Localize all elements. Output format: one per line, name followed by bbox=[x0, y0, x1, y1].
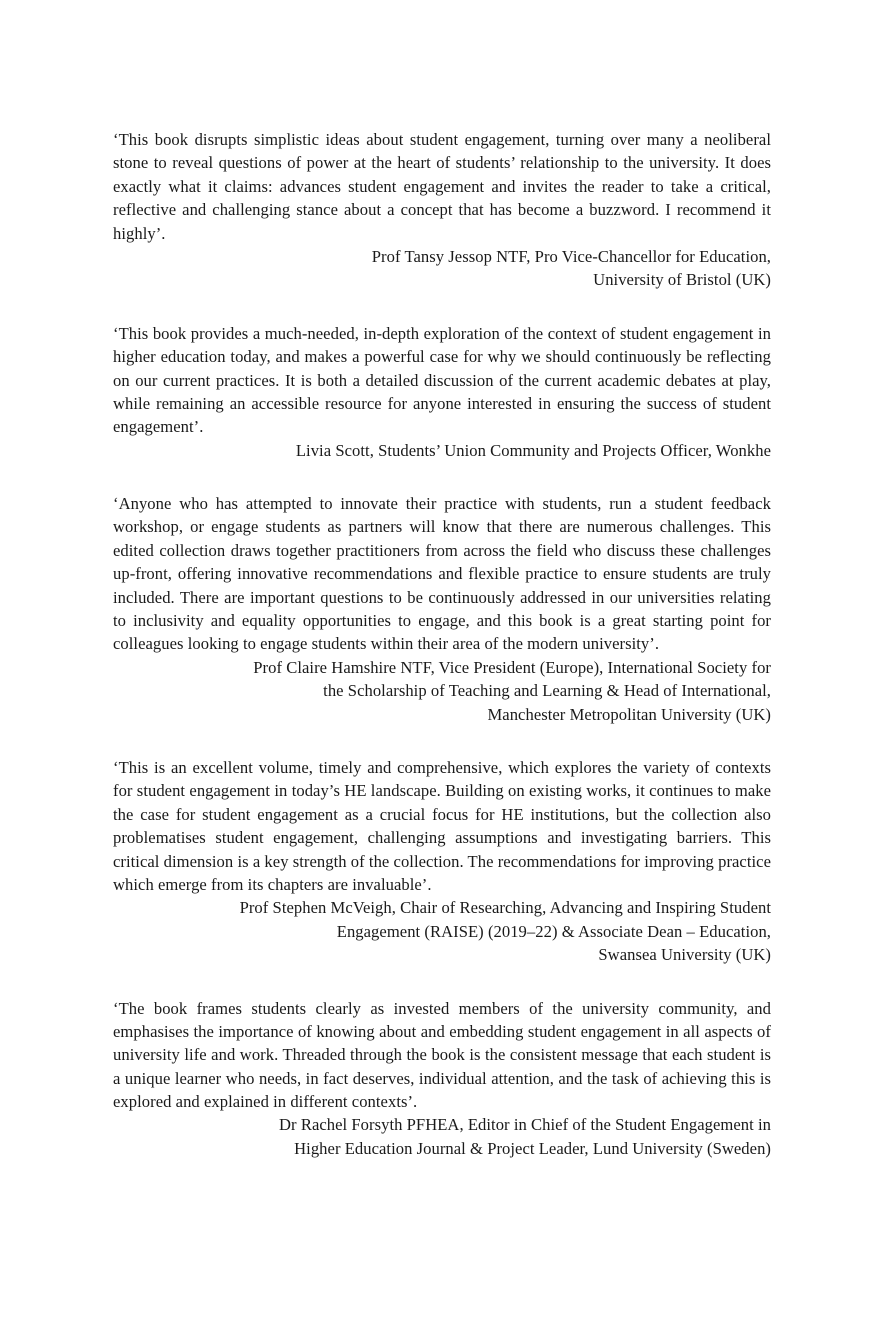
endorsement-quote: ‘Anyone who has attempted to innovate their practice with students, run a student feedback workshop, or engage students as partners will know that there are numerous challenges. This edited collection draws together practitioners from across the field who discuss these challenges up-front, offering innovative recommendations and flexible practice to ensure students are truly included. There are important questions to be continuously addressed in our universities relating to inclusivity and equality opportunities to engage, and this book is a great starting point for colleagues looking to engage students within their area of the modern university’. bbox=[113, 494, 771, 654]
attribution-line: the Scholarship of Teaching and Learning & Head of International, bbox=[323, 681, 771, 701]
attribution-line: Livia Scott, Students’ Union Community and Projects Officer, Wonkhe bbox=[295, 440, 771, 460]
endorsement-item bbox=[113, 128, 771, 292]
attribution-line: Prof Tansy Jessop NTF, Pro Vice-Chancellor for Education, bbox=[371, 246, 771, 266]
attribution-line: Prof Stephen McVeigh, Chair of Researching, Advancing and Inspiring Student bbox=[239, 898, 771, 918]
attribution-line: Prof Claire Hamshire NTF, Vice President (Europe), International Society for bbox=[253, 657, 771, 677]
attribution-line: Dr Rachel Forsyth PFHEA, Editor in Chief of the Student Engagement in bbox=[279, 1115, 771, 1135]
endorsement-attribution bbox=[113, 656, 771, 726]
attribution-line: University of Bristol (UK) bbox=[593, 270, 771, 290]
endorsement-quote: ‘This book provides a much-needed, in-depth exploration of the context of student engagement in higher education today, and makes a powerful case for why we should continuously be reflecting on our current practices. It is both a detailed discussion of the current academic debates at play, while remaining an accessible resource for anyone interested in ensuring the success of student engagement’. bbox=[113, 323, 771, 437]
attribution-line: Engagement (RAISE) (2019–22) & Associate Dean – Education, bbox=[336, 921, 771, 941]
endorsement-attribution bbox=[113, 896, 771, 966]
attribution-line: Higher Education Journal & Project Leader, Lund University (Sweden) bbox=[294, 1138, 771, 1158]
endorsement-quote: ‘This book disrupts simplistic ideas about student engagement, turning over many a neoliberal stone to reveal questions of power at the heart of students’ relationship to the university. It does exactly what it claims: advances student engagement and invites the reader to take a critical, reflective and challenging stance about a concept that has become a buzzword. I recommend it highly’. bbox=[113, 130, 771, 243]
endorsement-quote: ‘The book frames students clearly as invested members of the university community, and emphasises the importance of knowing about and embedding student engagement in all aspects of university life and work. Threaded through the book is the consistent message that each student is a unique learner who needs, in fact deserves, individual attention, and the task of achieving this is explored and explained in different contexts’. bbox=[113, 998, 771, 1112]
endorsement-item bbox=[113, 756, 771, 967]
endorsement-attribution bbox=[113, 1113, 771, 1160]
endorsement-list bbox=[113, 128, 771, 1160]
endorsement-attribution bbox=[113, 245, 771, 292]
endorsement-quote: ‘This is an excellent volume, timely and comprehensive, which explores the variety of contexts for student engagement in today’s HE landscape. Building on existing works, it continues to make the case for student engagement as a crucial focus for HE institutions, but the collection also problematises student engagement, challenging assumptions and investigating barriers. This critical dimension is a key strength of the collection. The recommendations for improving practice which emerge from its chapters are invaluable’. bbox=[113, 757, 772, 894]
attribution-line: Manchester Metropolitan University (UK) bbox=[487, 704, 771, 724]
attribution-line: Swansea University (UK) bbox=[598, 945, 771, 965]
endorsement-item bbox=[113, 322, 771, 462]
endorsement-item bbox=[113, 997, 771, 1161]
endorsement-attribution bbox=[113, 439, 771, 462]
endorsement-item bbox=[113, 492, 771, 726]
